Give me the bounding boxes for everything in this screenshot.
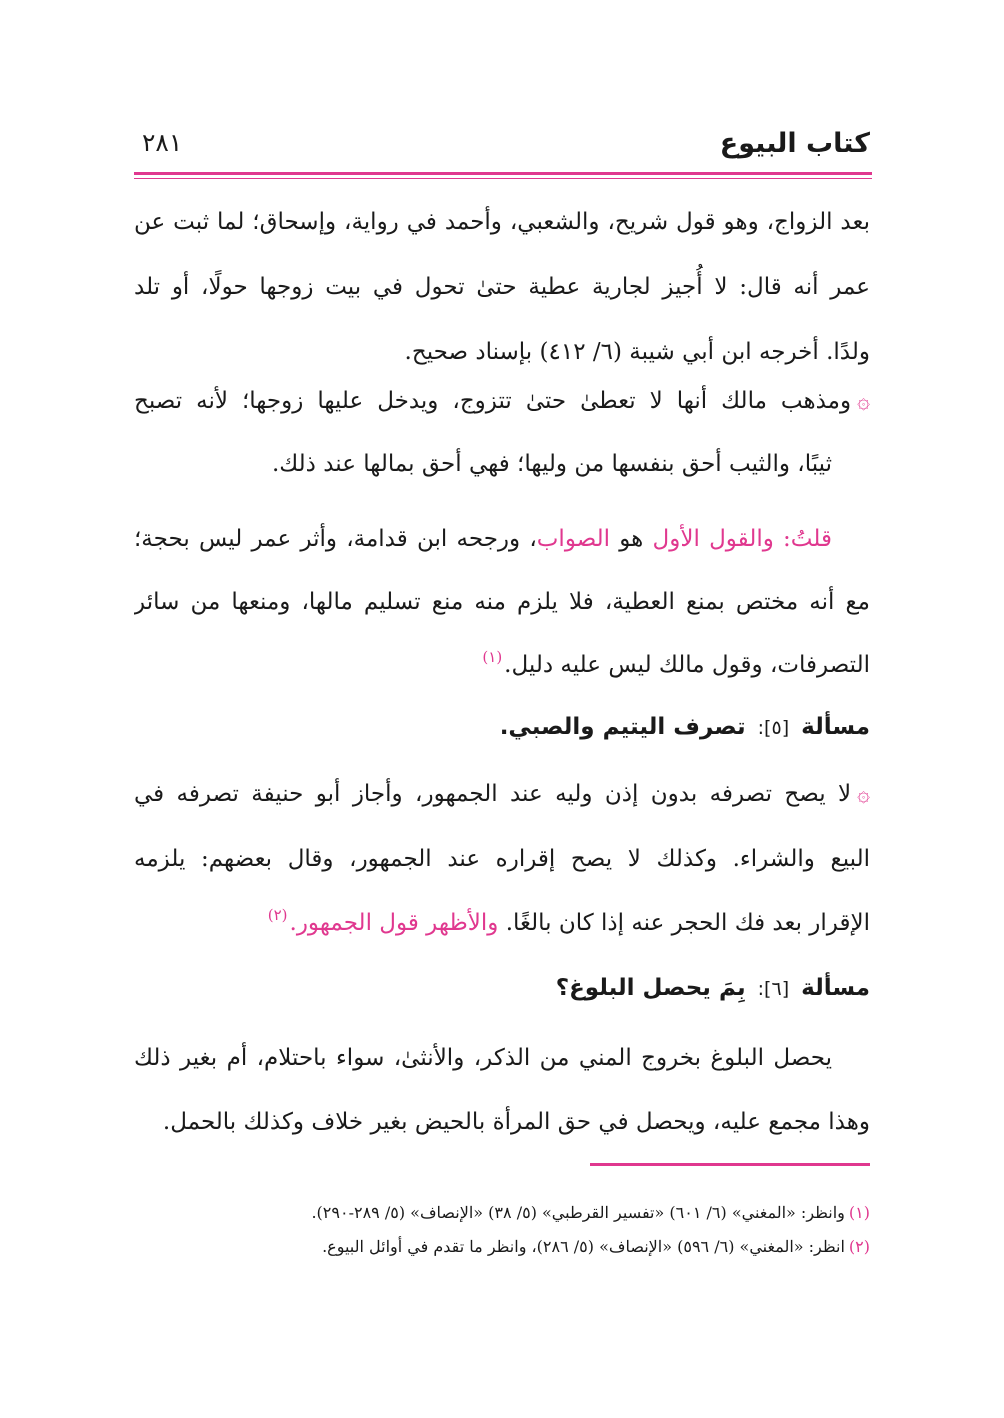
paragraph-2 [134,370,870,496]
footnote-rule [590,1163,870,1166]
paragraph-line [134,508,870,571]
header-rule-thin [134,178,872,179]
heading-label: مسألة [801,714,870,740]
heading-title: بِمَ يحصل البلوغ؟ [555,975,746,1001]
footnote-ref[interactable]: (٢) [267,906,288,924]
paragraph-line: البيع والشراء. وكذلك لا يصح إقراره عند الجمهور، وقال بعضهم: يلزمه [134,846,870,872]
paragraph-line: ولدًا. أخرجه ابن أبي شيبة (٦/ ٤١٢) بإسناد صحيح. [404,339,870,365]
paragraph-3 [134,508,870,699]
paragraph-line-text: ومذهب مالك أنها لا تعطىٰ حتىٰ تتزوج، ويدخل عليها زوجها؛ لأنه تصبح [134,388,852,414]
paragraph-1 [134,190,870,385]
heading-number: [٦]: [757,978,790,1000]
paragraph-line: يحصل البلوغ بخروج المني من الذكر، والأنثىٰ، سواء باحتلام، أم بغير ذلك [134,1045,832,1071]
paragraph-line-text: التصرفات، وقول مالك ليس عليه دليل. [504,652,870,678]
pink-conclusion: والأظهر قول الجمهور. [289,910,506,936]
paragraph-line: عمر أنه قال: لا أُجيز لجارية عطية حتىٰ تحول في بيت زوجها حولًا، أو تلد [134,274,870,300]
footnotes [134,1196,870,1264]
section-heading [556,975,870,1001]
page-number: ٢٨١ [142,128,183,157]
paragraph-line: وهذا مجمع عليه، ويحصل في حق المرأة بالحيض بغير خلاف وكذلك بالحمل. [162,1109,870,1135]
footnote-text: وانظر: «المغني» (٦/ ٦٠١) «تفسير القرطبي» (٥/ ٣٨) «الإنصاف» (٥/ ٢٨٩-٢٩٠). [311,1203,845,1222]
paragraph-line-text: الإقرار بعد فك الحجر عنه إذا كان بالغًا. [505,910,870,936]
paragraph-line [134,634,870,699]
paragraph-line-text: لا يصح تصرفه بدون إذن وليه عند الجمهور، وأجاز أبو حنيفة تصرفه في [134,781,852,807]
flower-icon: ۞ [857,389,870,414]
chapter-title: كتاب البيوع [719,128,870,159]
footnote-ref[interactable]: (١) [482,648,503,666]
pink-intro: قلتُ: والقول الأول [652,526,832,552]
footnote-text: انظر: «المغني» (٦/ ٥٩٦) «الإنصاف» (٥/ ٢٨٦)، وانظر ما تقدم في أوائل البيوع. [322,1237,845,1256]
heading-title: تصرف اليتيم والصبي. [499,714,746,740]
footnote-number: (١) [848,1203,870,1222]
paragraph-line: مع أنه مختص بمنع العطية، فلا يلزم منه منع تسليم مالها، ومنعها من سائر [134,589,870,615]
paragraph-line [134,370,870,433]
footnote-number: (٢) [848,1237,870,1256]
paragraph-4 [134,762,870,957]
heading-number: [٥]: [757,717,790,739]
header-rule-thick [134,172,872,175]
paragraph-line: بعد الزواج، وهو قول شريح، والشعبي، وأحمد في رواية، وإسحاق؛ لما ثبت عن [134,209,870,235]
paragraph-line: ثيبًا، والثيب أحق بنفسها من وليها؛ فهي أحق بمالها عند ذلك. [271,451,832,477]
pink-word: الصواب [536,526,611,552]
flower-icon: ۞ [857,782,870,807]
heading-label: مسألة [801,975,870,1001]
footnote [134,1230,870,1264]
text-run: هو [610,526,653,552]
section-heading [500,714,870,740]
paragraph-5 [134,1026,870,1154]
page-header [134,128,870,168]
paragraph-line [134,891,870,957]
paragraph-line [134,762,870,827]
text-run: ، ورجحه ابن قدامة، وأثر عمر ليس بحجة؛ [134,526,537,552]
footnote [134,1196,870,1230]
